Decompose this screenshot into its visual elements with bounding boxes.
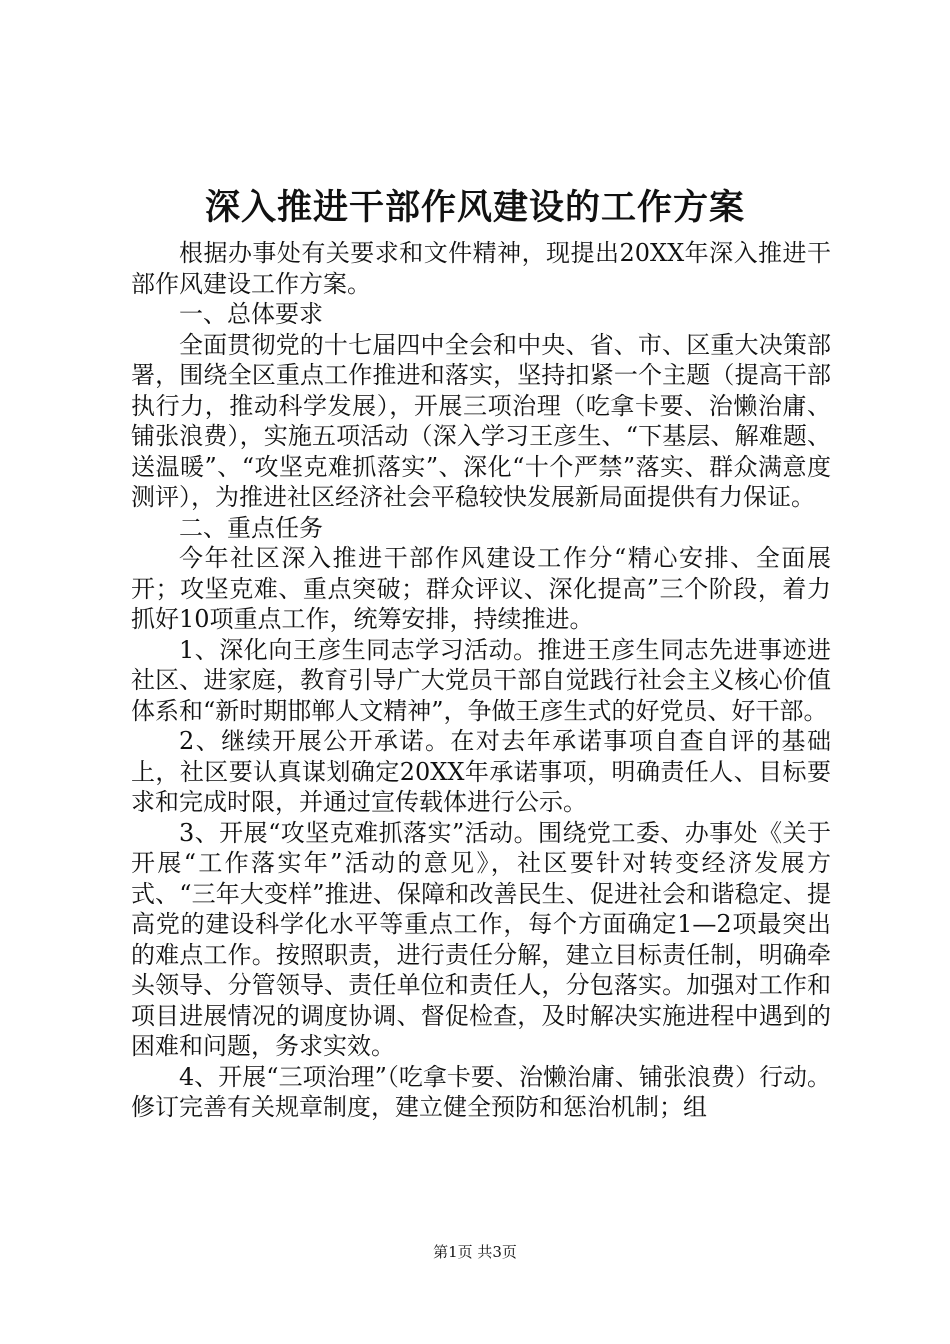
paragraph-task-2: 2、继续开展公开承诺。在对去年承诺事项自查自评的基础上，社区要认真谋划确定20XX年承诺事项，明确责任人、目标要求和完成时限，并通过宣传载体进行公示。 [131, 727, 831, 816]
paragraph-task-4: 4、开展“三项治理”（吃拿卡要、治懒治庸、铺张浪费）行动。修订完善有关规章制度，建立健全预防和惩治机制；组 [131, 1062, 831, 1121]
document-body [131, 238, 831, 1123]
paragraph-task-1: 1、深化向王彦生同志学习活动。推进王彦生同志先进事迹进社区、进家庭，教育引导广大党员干部自觉践行社会主义核心价值体系和“新时期邯郸人文精神”，争做王彦生式的好党员、好干部。 [131, 635, 831, 725]
paragraph-intro: 根据办事处有关要求和文件精神，现提出20XX年深入推进干部作风建设工作方案。 [131, 239, 831, 298]
paragraph-general-requirements: 全面贯彻党的十七届四中全会和中央、省、市、区重大决策部署，围绕全区重点工作推进和落实，坚持扣紧一个主题（提高干部执行力，推动科学发展），开展三项治理（吃拿卡要、治懒治庸、铺张浪费），实施五项活动（深入学习王彦生、“下基层、解难题、送温暖”、“攻坚克难抓落实”、深化“十个严禁”落实、群众满意度测评），为推进社区经济社会平稳较快发展新局面提供有力保证。 [131, 330, 831, 511]
document-title: 深入推进干部作风建设的工作方案 [204, 187, 745, 228]
paragraph-task-3: 3、开展“攻坚克难抓落实”活动。围绕党工委、办事处《关于开展“工作落实年”活动的意见》，社区要针对转变经济发展方式、“三年大变样”推进、保障和改善民生、促进社会和谐稳定、提高党的建设科学化水平等重点工作，每个方面确定1—2项最突出的难点工作。按照职责，进行责任分解，建立目标责任制，明确牵头领导、分管领导、责任单位和责任人，分包落实。加强对工作和项目进展情况的调度协调、督促检查，及时解决实施进程中遇到的困难和问题，务求实效。 [131, 818, 831, 1060]
page-number-footer: 第1页 共3页 [433, 1243, 517, 1261]
heading-general-requirements: 一、总体要求 [179, 300, 323, 328]
paragraph-key-tasks: 今年社区深入推进干部作风建设工作分“精心安排、全面展开；攻坚克难、重点突破；群众评议、深化提高”三个阶段，着力抓好10项重点工作，统筹安排，持续推进。 [131, 544, 831, 633]
heading-key-tasks: 二、重点任务 [179, 513, 323, 542]
